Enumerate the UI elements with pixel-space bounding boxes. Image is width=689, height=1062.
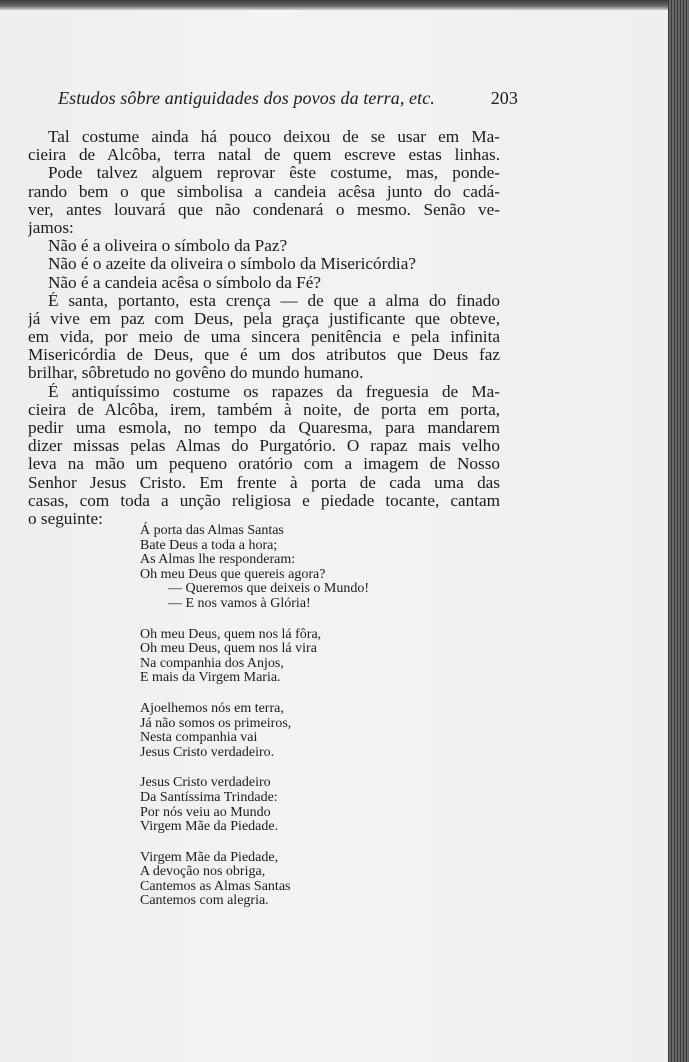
verse-line: Bate Deus a toda a hora; <box>140 537 278 553</box>
verse-line: As Almas lhe responderam: <box>140 552 296 568</box>
text-line: Não é o azeite da oliveira o símbolo da Misericórdia? <box>48 255 416 274</box>
verse-line: Á porta das Almas Santas <box>140 523 284 538</box>
verse-line: — E nos vamos à Glória! <box>168 595 311 611</box>
text-line: o seguinte: <box>28 509 103 528</box>
text-line: Pode talvez alguem reprovar êste costume, mas, ponde- <box>48 164 500 183</box>
verse-line: Virgem Mãe da Piedade, <box>140 849 279 865</box>
verse-line: Na companhia dos Anjos, <box>140 655 284 671</box>
text-line: brilhar, sôbretudo no govêno do mundo humano. <box>28 364 364 383</box>
verse-line: E mais da Virgem Maria. <box>140 670 281 686</box>
page-top-edge-shadow <box>0 0 689 10</box>
verse-line: Jesus Cristo verdadeiro. <box>140 744 275 760</box>
running-title: Estudos sôbre antiguidades dos povos da terra, etc. <box>58 88 435 108</box>
verse-line: — Queremos que deixeis o Mundo! <box>168 581 370 597</box>
running-header <box>58 88 518 112</box>
text-line: cieira de Alcôba, terra natal de quem escreve estas linhas. <box>28 146 500 165</box>
poem-stanza <box>140 702 440 760</box>
verse-line: Da Santíssima Trindade: <box>140 789 278 805</box>
text-line: dizer missas pelas Almas do Purgatório. O rapaz mais velho <box>28 437 500 456</box>
text-line: Tal costume ainda há pouco deixou de se usar em Ma- <box>48 128 500 146</box>
verse-line: Cantemos com alegria. <box>140 893 269 909</box>
verse-line: Jesus Cristo verdadeiro <box>140 775 271 791</box>
text-line: em vida, por meio de uma sincera penitência e pela infinita <box>28 328 500 347</box>
text-line: rando bem o que simbolisa a candeia acêsa junto do cadá- <box>28 182 500 201</box>
verse-line: A devoção nos obriga, <box>140 864 266 880</box>
text-line: casas, com toda a unção religiosa e piedade tocante, cantam <box>28 491 500 510</box>
text-line: pedir uma esmola, no tempo da Quaresma, para mandarem <box>28 419 500 437</box>
text-line: já vive em paz com Deus, pela graça justificante que obteve, <box>28 309 500 328</box>
poem-stanza <box>140 851 440 909</box>
body-text <box>28 128 500 528</box>
text-line: Não é a oliveira o símbolo da Paz? <box>48 237 288 256</box>
text-line: ver, antes louvará que não condenará o mesmo. Senão ve- <box>28 200 500 219</box>
text-line: Senhor Jesus Cristo. Em frente à porta de cada uma das <box>28 473 500 492</box>
verse-line: Oh meu Deus, quem nos lá fôra, <box>140 626 322 642</box>
verse-line: Oh meu Deus que quereis agora? <box>140 566 326 582</box>
verse-line: Ajoelhemos nós em terra, <box>140 700 284 716</box>
text-line: Misericórdia de Deus, que é um dos atributos que Deus faz <box>28 346 500 365</box>
poem-stanza <box>140 776 440 834</box>
verse-line: Por nós veiu ao Mundo <box>140 804 271 820</box>
poem-stanza <box>140 524 440 612</box>
text-line: leva na mão um pequeno oratório com a imagem de Nosso <box>28 455 500 474</box>
page-number: 203 <box>490 88 518 108</box>
verse-line: Cantemos as Almas Santas <box>140 878 291 894</box>
verse-line: Já não somos os primeiros, <box>140 715 292 731</box>
verse-line: Virgem Mãe da Piedade. <box>140 819 279 835</box>
verse-line: Oh meu Deus, quem nos lá vira <box>140 641 317 657</box>
text-line: cieira de Alcôba, irem, também à noite, de porta em porta, <box>28 400 500 419</box>
poem-stanza <box>140 628 440 686</box>
text-line: jamos: <box>28 218 74 237</box>
poem <box>140 524 440 925</box>
text-line: Não é a candeia acêsa o símbolo da Fé? <box>48 273 321 292</box>
verse-line: Nesta companhia vai <box>140 730 258 746</box>
text-line: É santa, portanto, esta crença — de que a alma do finado <box>48 291 500 310</box>
book-edge <box>668 0 689 1062</box>
text-line: É antiquíssimo costume os rapazes da freguesia de Ma- <box>48 382 500 401</box>
